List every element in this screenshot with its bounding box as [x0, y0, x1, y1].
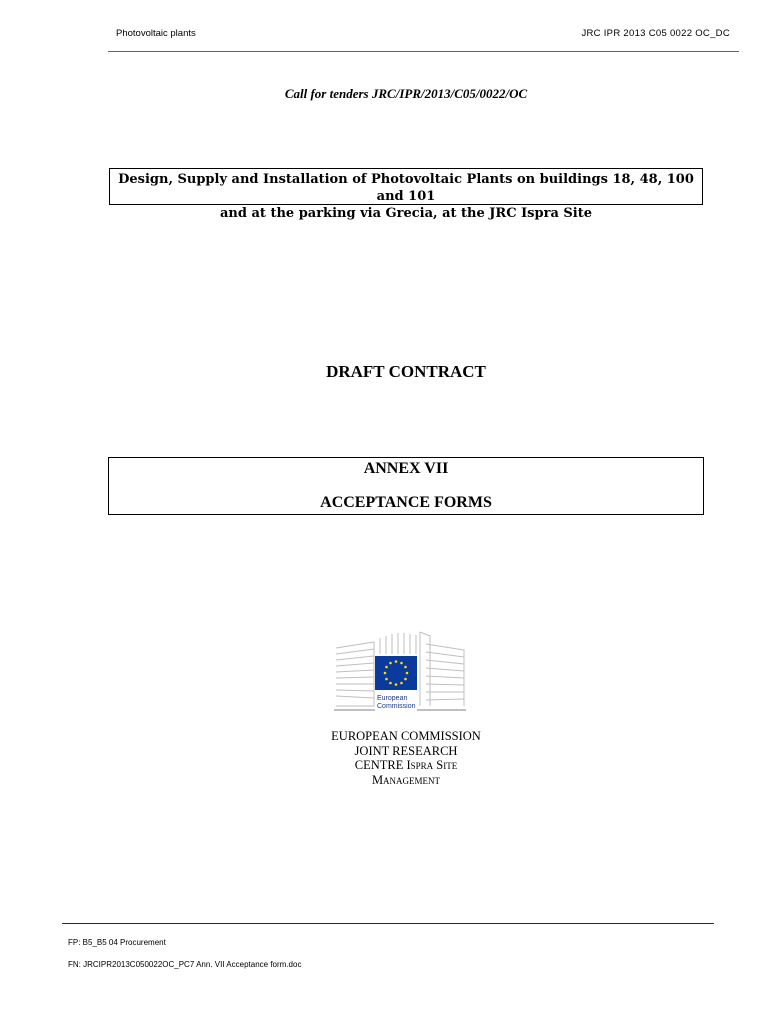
annex-box	[108, 457, 704, 515]
document-type: DRAFT CONTRACT	[326, 362, 486, 381]
logo-text-line2: Commission	[377, 703, 416, 710]
org-line3: CENTRE Ispra Site	[354, 758, 458, 772]
project-title-line1: Design, Supply and Installation of Photovoltaic Plants on buildings 18, 48, 100 and 101	[118, 172, 694, 204]
project-title-box	[109, 168, 703, 221]
org-line1: EUROPEAN COMMISSION	[331, 729, 481, 743]
footer-divider	[62, 923, 714, 924]
footer-fn: FN: JRCIPR2013C050022OC_PC7 Ann. VII Acceptance form.doc	[68, 960, 302, 969]
call-for-tenders: Call for tenders JRC/IPR/2013/C05/0022/OC	[284, 86, 528, 101]
header-divider	[108, 51, 739, 52]
footer-fp: FP: B5_B5 04 Procurement	[68, 938, 166, 947]
project-title-line2: and at the parking via Grecia, at the JRC Ispra Site	[220, 206, 592, 221]
annex-number: ANNEX VII	[363, 460, 449, 477]
organization-block	[0, 729, 768, 787]
logo-text-line1: European	[377, 695, 408, 702]
org-line2: JOINT RESEARCH	[354, 743, 458, 758]
european-commission-logo	[334, 630, 466, 718]
header-left-text: Photovoltaic plants	[116, 28, 196, 39]
header-right-text: JRC IPR 2013 C05 0022 OC_DC	[581, 28, 730, 39]
annex-title: ACCEPTANCE FORMS	[320, 494, 492, 511]
org-line4: Management	[371, 772, 441, 787]
